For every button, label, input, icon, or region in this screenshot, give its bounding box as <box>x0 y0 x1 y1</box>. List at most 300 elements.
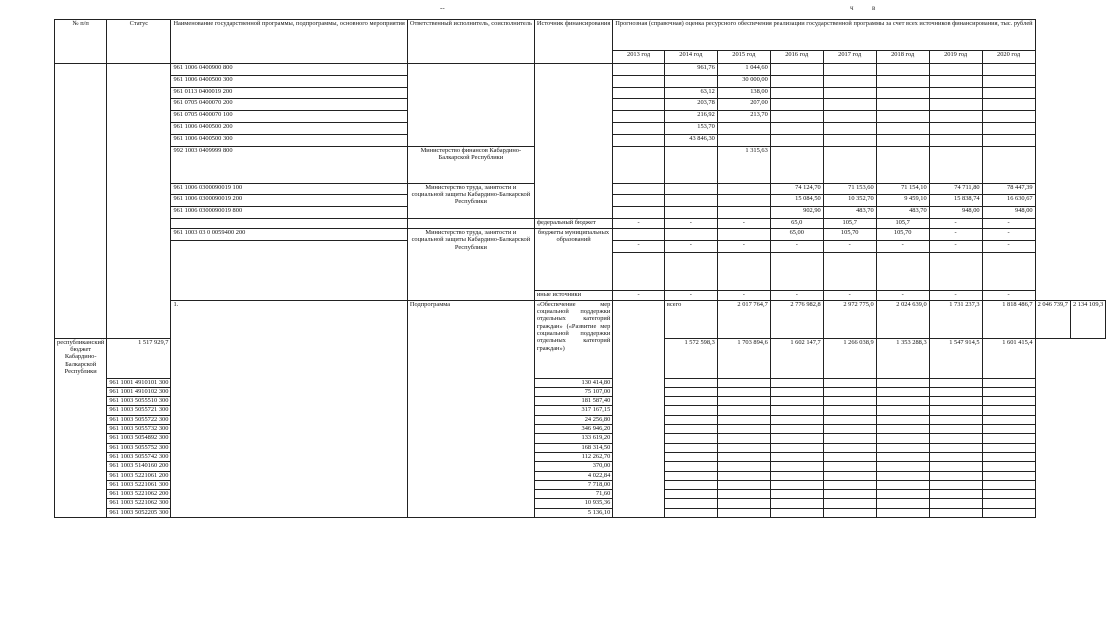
value-cell: - <box>717 218 770 228</box>
year-header: 2019 год <box>929 51 982 64</box>
value-cell: 105,70 <box>876 228 929 240</box>
value-cell <box>664 508 717 517</box>
value-cell <box>929 252 982 290</box>
value-cell <box>664 207 717 219</box>
code-cell: 961 1003 5055752 300 <box>107 443 171 452</box>
value-cell <box>982 146 1035 183</box>
value-cell <box>717 406 770 415</box>
value-cell <box>770 146 823 183</box>
code-cell: 961 1003 03 0 0059400 200 <box>171 228 407 240</box>
executor-mintrud: Министерство труда, занятости и социальной защиты Кабардино-Балкарской Республики <box>407 228 534 300</box>
value-cell: 15 838,74 <box>929 195 982 207</box>
value-cell <box>929 111 982 123</box>
code-cell: 961 1003 5055742 300 <box>107 452 171 461</box>
value-cell <box>770 252 823 290</box>
value-cell <box>982 508 1035 517</box>
value-cell <box>770 490 823 499</box>
value-cell <box>613 111 665 123</box>
value-cell <box>664 415 717 424</box>
code-cell: 961 1003 5221062 300 <box>107 499 171 508</box>
source-republic: республиканский бюджет Кабардино-Балкарской Республики <box>55 338 107 517</box>
value-cell <box>770 452 823 461</box>
value-cell: 1 517 929,7 <box>107 338 171 378</box>
value-cell <box>823 122 876 134</box>
code-cell: 961 1003 5055722 300 <box>107 415 171 424</box>
value-cell <box>929 490 982 499</box>
value-cell <box>664 443 717 452</box>
value-cell: 216,92 <box>664 111 717 123</box>
value-cell <box>664 499 717 508</box>
header-status: Статус <box>107 20 171 64</box>
value-cell <box>929 75 982 87</box>
value-cell <box>664 195 717 207</box>
value-cell <box>823 508 876 517</box>
value-cell <box>982 252 1035 290</box>
value-cell <box>717 252 770 290</box>
value-cell: 24 256,80 <box>534 415 612 424</box>
value-cell: - <box>613 218 665 228</box>
code-cell: 961 1003 5055732 300 <box>107 425 171 434</box>
value-cell: 1 572 598,3 <box>664 338 717 378</box>
value-cell <box>664 146 717 183</box>
value-cell <box>929 146 982 183</box>
value-cell: 1 703 894,6 <box>717 338 770 378</box>
value-cell <box>876 471 929 480</box>
value-cell: 43 846,30 <box>664 134 717 146</box>
value-cell: 10 352,70 <box>823 195 876 207</box>
code-cell <box>171 218 407 228</box>
value-cell <box>982 99 1035 111</box>
value-cell: 4 022,84 <box>534 471 612 480</box>
value-cell <box>823 471 876 480</box>
value-cell <box>876 134 929 146</box>
value-cell <box>717 122 770 134</box>
value-cell <box>613 122 665 134</box>
value-cell: - <box>664 240 717 252</box>
value-cell <box>664 462 717 471</box>
value-cell: 948,00 <box>929 207 982 219</box>
value-cell <box>876 397 929 406</box>
value-cell <box>664 252 717 290</box>
value-cell: 1 044,60 <box>717 64 770 76</box>
source-municipal: бюджеты муниципальных образований <box>534 228 612 290</box>
value-cell <box>982 87 1035 99</box>
value-cell: - <box>664 218 717 228</box>
value-cell <box>770 499 823 508</box>
code-cell <box>171 240 407 300</box>
value-cell <box>982 397 1035 406</box>
code-cell: 992 1003 0409999 800 <box>171 146 407 183</box>
executor-mintrud: Министерство труда, занятости и социальной защиты Кабардино-Балкарской Республики <box>407 183 534 218</box>
code-cell: 961 1006 0300090019 100 <box>171 183 407 195</box>
value-cell <box>823 406 876 415</box>
value-cell: - <box>929 240 982 252</box>
value-cell: - <box>613 240 665 252</box>
value-cell <box>823 434 876 443</box>
value-cell: 2 134 109,3 <box>1070 300 1105 338</box>
value-cell <box>770 415 823 424</box>
value-cell <box>823 378 876 387</box>
value-cell <box>613 195 665 207</box>
value-cell: 1 315,63 <box>717 146 770 183</box>
value-cell <box>982 434 1035 443</box>
code-cell: 961 1006 0300090019 200 <box>171 195 407 207</box>
value-cell <box>717 134 770 146</box>
value-cell: - <box>982 218 1035 228</box>
value-cell <box>876 111 929 123</box>
value-cell <box>823 415 876 424</box>
value-cell <box>770 64 823 76</box>
value-cell <box>664 228 717 240</box>
year-header: 2020 год <box>982 51 1035 64</box>
value-cell <box>613 183 665 195</box>
value-cell <box>717 397 770 406</box>
value-cell <box>982 406 1035 415</box>
value-cell <box>929 425 982 434</box>
value-cell: 71 154,10 <box>876 183 929 195</box>
value-cell: 346 946,20 <box>534 425 612 434</box>
value-cell: - <box>929 290 982 300</box>
value-cell: 71 153,60 <box>823 183 876 195</box>
executor-cell <box>407 64 534 147</box>
value-cell: 138,00 <box>717 87 770 99</box>
value-cell: 902,90 <box>770 207 823 219</box>
value-cell: 1 266 038,9 <box>823 338 876 378</box>
value-cell: 65,0 <box>770 218 823 228</box>
value-cell <box>770 87 823 99</box>
source-total: всего <box>664 300 717 338</box>
value-cell <box>823 146 876 183</box>
value-cell: - <box>982 228 1035 240</box>
value-cell: 74 711,80 <box>929 183 982 195</box>
value-cell <box>664 387 717 396</box>
value-cell <box>770 122 823 134</box>
value-cell <box>876 480 929 489</box>
value-cell <box>613 207 665 219</box>
value-cell <box>823 111 876 123</box>
value-cell <box>982 122 1035 134</box>
value-cell <box>929 378 982 387</box>
value-cell <box>876 99 929 111</box>
value-cell <box>717 183 770 195</box>
code-cell: 961 0113 0400019 200 <box>171 87 407 99</box>
header-name: Наименование государственной программы, подпрограммы, основного мероприятия <box>171 20 407 64</box>
value-cell <box>876 122 929 134</box>
value-cell <box>770 462 823 471</box>
value-cell <box>823 99 876 111</box>
value-cell <box>876 387 929 396</box>
value-cell: - <box>929 228 982 240</box>
value-cell: - <box>982 290 1035 300</box>
value-cell <box>876 434 929 443</box>
executor-minfin: Министерство финансов Кабардино-Балкарской Республики <box>407 146 534 183</box>
header-row <box>55 20 1106 51</box>
value-cell <box>982 443 1035 452</box>
year-header: 2017 год <box>823 51 876 64</box>
value-cell <box>770 134 823 146</box>
value-cell <box>770 471 823 480</box>
value-cell <box>982 471 1035 480</box>
value-cell: 112 262,70 <box>534 452 612 461</box>
value-cell <box>664 480 717 489</box>
value-cell <box>823 387 876 396</box>
value-cell <box>717 387 770 396</box>
header-forecast: Прогнозная (справочная) оценка ресурсного обеспечения реализации государственной программы за счет всех источников финансирования, тыс. рублей <box>613 20 1035 51</box>
value-cell <box>717 480 770 489</box>
value-cell <box>982 134 1035 146</box>
value-cell: 130 414,80 <box>534 378 612 387</box>
value-cell: 2 024 639,0 <box>876 300 929 338</box>
code-cell: 961 1001 4910101 300 <box>107 378 171 387</box>
value-cell <box>613 99 665 111</box>
value-cell <box>823 134 876 146</box>
value-cell <box>982 64 1035 76</box>
value-cell <box>929 64 982 76</box>
value-cell <box>770 397 823 406</box>
value-cell <box>982 378 1035 387</box>
value-cell <box>929 134 982 146</box>
value-cell: 1 601 415,4 <box>982 338 1035 378</box>
value-cell: 483,70 <box>823 207 876 219</box>
value-cell <box>613 146 665 183</box>
value-cell <box>982 415 1035 424</box>
value-cell <box>717 443 770 452</box>
value-cell <box>876 378 929 387</box>
value-cell <box>876 425 929 434</box>
value-cell <box>664 75 717 87</box>
value-cell <box>823 425 876 434</box>
year-header: 2013 год <box>613 51 665 64</box>
value-cell <box>982 452 1035 461</box>
subprogram-num: 1. <box>171 300 407 517</box>
executor-cell <box>407 218 534 228</box>
value-cell <box>823 480 876 489</box>
subprogram-status: Подпрограмма <box>407 300 534 517</box>
value-cell <box>929 508 982 517</box>
code-cell: 961 1003 5221061 200 <box>107 471 171 480</box>
value-cell <box>770 425 823 434</box>
value-cell: 181 587,40 <box>534 397 612 406</box>
value-cell <box>613 75 665 87</box>
value-cell <box>613 134 665 146</box>
value-cell: - <box>717 290 770 300</box>
value-cell: 1 353 288,3 <box>876 338 929 378</box>
value-cell: 168 314,50 <box>534 443 612 452</box>
value-cell: 207,00 <box>717 99 770 111</box>
value-cell <box>876 490 929 499</box>
header-source: Источник финансирования <box>534 20 612 64</box>
value-cell: 133 619,20 <box>534 434 612 443</box>
code-cell: 961 1003 5055721 300 <box>107 406 171 415</box>
value-cell <box>876 452 929 461</box>
value-cell: 78 447,39 <box>982 183 1035 195</box>
value-cell: 105,7 <box>823 218 876 228</box>
value-cell: 153,70 <box>664 122 717 134</box>
year-header: 2014 год <box>664 51 717 64</box>
value-cell <box>717 228 770 240</box>
value-cell: 1 547 914,5 <box>929 338 982 378</box>
value-cell <box>876 87 929 99</box>
value-cell <box>717 207 770 219</box>
value-cell <box>664 490 717 499</box>
code-cell: 961 1003 5054892 300 <box>107 434 171 443</box>
table-row <box>55 218 1106 228</box>
code-cell: 961 1003 5221061 300 <box>107 480 171 489</box>
value-cell: 15 084,50 <box>770 195 823 207</box>
value-cell: 1 731 237,3 <box>929 300 982 338</box>
value-cell <box>613 228 665 240</box>
value-cell <box>823 490 876 499</box>
value-cell <box>770 99 823 111</box>
value-cell <box>664 471 717 480</box>
value-cell <box>823 75 876 87</box>
value-cell <box>823 252 876 290</box>
value-cell: 16 630,67 <box>982 195 1035 207</box>
value-cell <box>929 397 982 406</box>
value-cell <box>823 452 876 461</box>
value-cell: - <box>929 218 982 228</box>
value-cell <box>770 378 823 387</box>
code-cell: 961 1006 0400900 800 <box>171 64 407 76</box>
value-cell <box>717 490 770 499</box>
value-cell <box>876 443 929 452</box>
header-num: № п/п <box>55 20 107 64</box>
num-cell <box>55 64 107 339</box>
value-cell <box>664 425 717 434</box>
value-cell <box>823 397 876 406</box>
code-cell: 961 1006 0400500 300 <box>171 134 407 146</box>
value-cell: 63,12 <box>664 87 717 99</box>
value-cell <box>929 415 982 424</box>
value-cell <box>823 64 876 76</box>
value-cell: 71,60 <box>534 490 612 499</box>
value-cell <box>929 452 982 461</box>
value-cell: - <box>770 290 823 300</box>
source-other: иные источники <box>534 290 612 300</box>
value-cell <box>717 434 770 443</box>
value-cell: 317 167,15 <box>534 406 612 415</box>
value-cell <box>929 122 982 134</box>
value-cell: 2 046 739,7 <box>1035 300 1070 338</box>
value-cell <box>982 462 1035 471</box>
value-cell: 213,70 <box>717 111 770 123</box>
value-cell <box>876 508 929 517</box>
code-cell: 961 1003 5052205 300 <box>107 508 171 517</box>
value-cell <box>717 195 770 207</box>
value-cell <box>717 378 770 387</box>
value-cell: - <box>823 290 876 300</box>
subprogram-name: «Обеспечение мер социальной поддержки отдельных категорий граждан» («Развитие мер социальной поддержки отдельных категорий граждан») <box>534 300 612 378</box>
value-cell <box>613 64 665 76</box>
value-cell: 483,70 <box>876 207 929 219</box>
value-cell: 2 017 764,7 <box>717 300 770 338</box>
value-cell <box>929 480 982 489</box>
code-cell: 961 1003 5140160 200 <box>107 462 171 471</box>
value-cell <box>876 146 929 183</box>
value-cell <box>929 462 982 471</box>
code-cell: 961 0705 0400070 200 <box>171 99 407 111</box>
value-cell <box>876 462 929 471</box>
value-cell <box>982 75 1035 87</box>
value-cell <box>770 111 823 123</box>
value-cell: 948,00 <box>982 207 1035 219</box>
value-cell <box>876 252 929 290</box>
code-cell: 961 1003 5055510 300 <box>107 397 171 406</box>
value-cell: 2 776 982,8 <box>770 300 823 338</box>
value-cell: 961,76 <box>664 64 717 76</box>
value-cell <box>929 99 982 111</box>
value-cell: - <box>982 240 1035 252</box>
value-cell <box>770 434 823 443</box>
value-cell <box>717 415 770 424</box>
code-cell: 961 1006 0400500 300 <box>171 75 407 87</box>
value-cell: 65,00 <box>770 228 823 240</box>
value-cell <box>717 462 770 471</box>
value-cell: 105,70 <box>823 228 876 240</box>
value-cell <box>770 443 823 452</box>
value-cell: 30 000,00 <box>717 75 770 87</box>
source-federal: федеральный бюджет <box>534 218 612 228</box>
resource-table <box>54 19 1106 518</box>
value-cell <box>929 443 982 452</box>
value-cell <box>664 183 717 195</box>
code-cell: 961 1006 0400500 200 <box>171 122 407 134</box>
value-cell: 370,00 <box>534 462 612 471</box>
value-cell <box>664 406 717 415</box>
value-cell <box>613 252 665 290</box>
value-cell: 5 136,10 <box>534 508 612 517</box>
code-cell: 961 1003 5221062 200 <box>107 490 171 499</box>
value-cell <box>717 508 770 517</box>
value-cell <box>876 64 929 76</box>
table-row <box>55 300 1106 338</box>
value-cell: - <box>876 290 929 300</box>
value-cell: 74 124,70 <box>770 183 823 195</box>
value-cell <box>717 425 770 434</box>
value-cell <box>664 434 717 443</box>
value-cell <box>717 471 770 480</box>
code-cell: 961 1006 0300090019 800 <box>171 207 407 219</box>
value-cell: - <box>664 290 717 300</box>
year-header: 2016 год <box>770 51 823 64</box>
value-cell <box>982 111 1035 123</box>
value-cell <box>982 490 1035 499</box>
value-cell: 75 107,00 <box>534 387 612 396</box>
value-cell <box>929 406 982 415</box>
value-cell <box>929 387 982 396</box>
value-cell <box>613 87 665 99</box>
value-cell <box>876 75 929 87</box>
value-cell <box>823 499 876 508</box>
value-cell <box>929 471 982 480</box>
source-cell <box>534 64 612 219</box>
executor-cell <box>613 300 665 517</box>
value-cell <box>982 425 1035 434</box>
table-row <box>55 228 1106 240</box>
top-mark-center: -- <box>440 4 445 12</box>
code-cell: 961 1001 4910102 300 <box>107 387 171 396</box>
year-header: 2018 год <box>876 51 929 64</box>
value-cell <box>929 87 982 99</box>
value-cell: - <box>823 240 876 252</box>
value-cell <box>876 406 929 415</box>
value-cell <box>664 452 717 461</box>
year-header: 2015 год <box>717 51 770 64</box>
value-cell: 203,78 <box>664 99 717 111</box>
top-mark-far-right: в <box>872 4 876 12</box>
value-cell <box>770 508 823 517</box>
value-cell: 7 718,00 <box>534 480 612 489</box>
